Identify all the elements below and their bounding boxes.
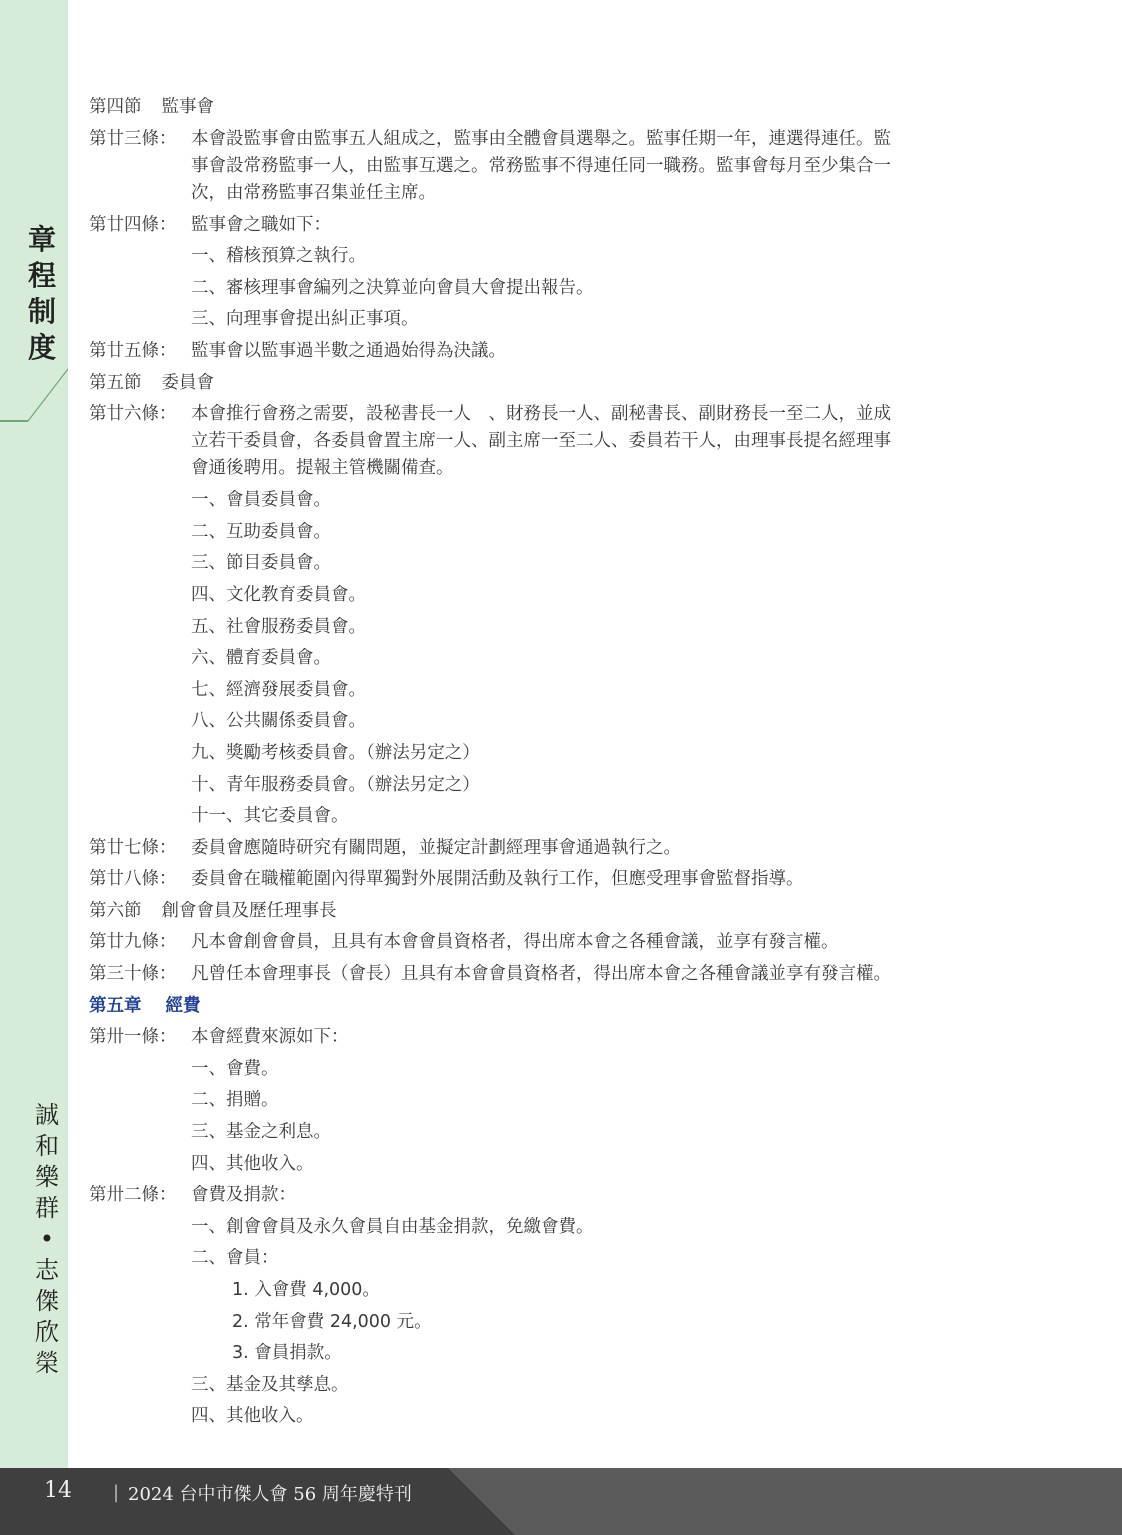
list-item: 三、基金之利息。 xyxy=(191,1122,331,1143)
article-27: 第廿七條： 委員會應隨時研究有關問題，並擬定計劃經理事會通過執行之。 xyxy=(89,833,1029,865)
list-item: 六、體育委員會。 xyxy=(191,648,331,669)
list-item: 四、其他收入。 xyxy=(191,1406,314,1427)
list-item: 三、基金及其孳息。 xyxy=(191,1374,349,1395)
list-item: 十、青年服務委員會。（辦法另定之） xyxy=(191,774,480,795)
list-item: 二、捐贈。 xyxy=(191,1090,279,1111)
article-label: 第廿五條： xyxy=(89,340,177,361)
motto-char: 和 xyxy=(35,1132,59,1160)
motto-char: 欣 xyxy=(35,1318,59,1346)
list-item: 二、互助委員會。 xyxy=(191,521,331,542)
list-item: 一、會員委員會。 xyxy=(191,490,331,511)
footer-separator: | xyxy=(113,1482,120,1503)
article-label: 第廿九條： xyxy=(89,932,177,953)
article-32: 第卅二條： 會費及捐款： xyxy=(89,1180,1029,1212)
motto-char: 榮 xyxy=(35,1349,59,1377)
chapter-char: 制 xyxy=(27,295,56,328)
motto-char: 志 xyxy=(35,1256,59,1284)
chapter-char: 程 xyxy=(27,259,56,292)
list-item: 二、審核理事會編列之決算並向會員大會提出報告。 xyxy=(191,277,594,298)
list-item: 七、經濟發展委員會。 xyxy=(191,679,366,700)
article-label: 第三十條： xyxy=(89,964,177,985)
sub-list-item: 2. 常年會費 24,000 元。 xyxy=(232,1311,432,1332)
list-item: 一、稽核預算之執行。 xyxy=(191,246,366,267)
article-26: 第廿六條： 本會推行會務之需要，設秘書長一人 、財務長一人、副秘書長、副財務長一至二人，並成 立若干委員會，各委員會置主席一人、副主席一至二人、委員若干人，由理事長提名經理事 會通後聘用。提報主管機關備查。 xyxy=(89,399,1029,485)
list-item: 四、其他收入。 xyxy=(191,1153,314,1174)
publication-title: 2024 台中市傑人會 56 周年慶特刊 xyxy=(128,1484,412,1505)
article-label: 第廿六條： xyxy=(89,404,177,425)
article-label: 第卅一條： xyxy=(89,1027,177,1048)
article-29: 第廿九條： 凡本會創會會員，且具有本會會員資格者，得出席本會之各種會議，並享有發言權。 xyxy=(89,927,1029,959)
page-number: 14 xyxy=(44,1478,72,1503)
article-body xyxy=(89,92,1029,1433)
motto-char: • xyxy=(39,1225,55,1253)
list-item: 十一、其它委員會。 xyxy=(191,806,349,827)
chapter-char: 章 xyxy=(27,223,56,256)
list-item: 四、文化教育委員會。 xyxy=(191,584,366,605)
list-item: 九、獎勵考核委員會。（辦法另定之） xyxy=(191,742,480,763)
list-item: 二、會員： xyxy=(191,1248,279,1269)
article-label: 第廿七條： xyxy=(89,837,177,858)
sub-list-item: 1. 入會費 4,000。 xyxy=(232,1280,380,1300)
motto-char: 誠 xyxy=(35,1101,59,1129)
article-label: 第廿三條： xyxy=(89,128,177,149)
article-label: 第卅二條： xyxy=(89,1185,177,1206)
section-heading: 第六節 創會會員及歷任理事長 xyxy=(89,900,337,921)
motto-char: 群 xyxy=(35,1194,59,1222)
sub-list-item: 3. 會員捐款。 xyxy=(232,1343,342,1364)
chapter-char: 度 xyxy=(27,331,56,364)
article-23: 第廿三條： 本會設監事會由監事五人組成之，監事由全體會員選舉之。監事任期一年，連選得連任。監 事會設常務監事一人，由監事互選之。常務監事不得連任同一職務。監事會每月至少集合一 次，由常務監事召集並任主席。 xyxy=(89,124,1029,210)
article-25: 第廿五條： 監事會以監事過半數之通過始得為決議。 xyxy=(89,336,1029,368)
article-label: 第廿四條： xyxy=(89,214,177,235)
page-footer xyxy=(0,1468,1122,1535)
chapter-heading: 第五章 經費 xyxy=(89,995,201,1016)
list-item: 八、公共關係委員會。 xyxy=(191,711,366,732)
list-item: 一、會費。 xyxy=(191,1058,279,1079)
motto-char: 傑 xyxy=(35,1287,59,1315)
list-item: 一、創會會員及永久會員自由基金捐款，免繳會費。 xyxy=(191,1216,594,1237)
article-31: 第卅一條： 本會經費來源如下： xyxy=(89,1022,1029,1054)
section-heading: 第四節 監事會 xyxy=(89,97,214,117)
list-item: 五、社會服務委員會。 xyxy=(191,616,366,637)
motto-char: 樂 xyxy=(35,1163,59,1191)
motto-vertical xyxy=(31,1100,63,1379)
list-item: 三、向理事會提出糾正事項。 xyxy=(191,309,419,330)
section-heading: 第五節 委員會 xyxy=(89,372,214,393)
article-label: 第廿八條： xyxy=(89,869,177,890)
chapter-vertical-title xyxy=(26,222,58,366)
article-30: 第三十條： 凡曾任本會理事長（會長）且具有本會會員資格者，得出席本會之各種會議並享有發言權。 xyxy=(89,959,1029,991)
article-28: 第廿八條： 委員會在職權範圍內得單獨對外展開活動及執行工作，但應受理事會監督指導。 xyxy=(89,864,1029,896)
article-24: 第廿四條： 監事會之職如下： xyxy=(89,210,1029,242)
list-item: 三、節目委員會。 xyxy=(191,553,331,574)
